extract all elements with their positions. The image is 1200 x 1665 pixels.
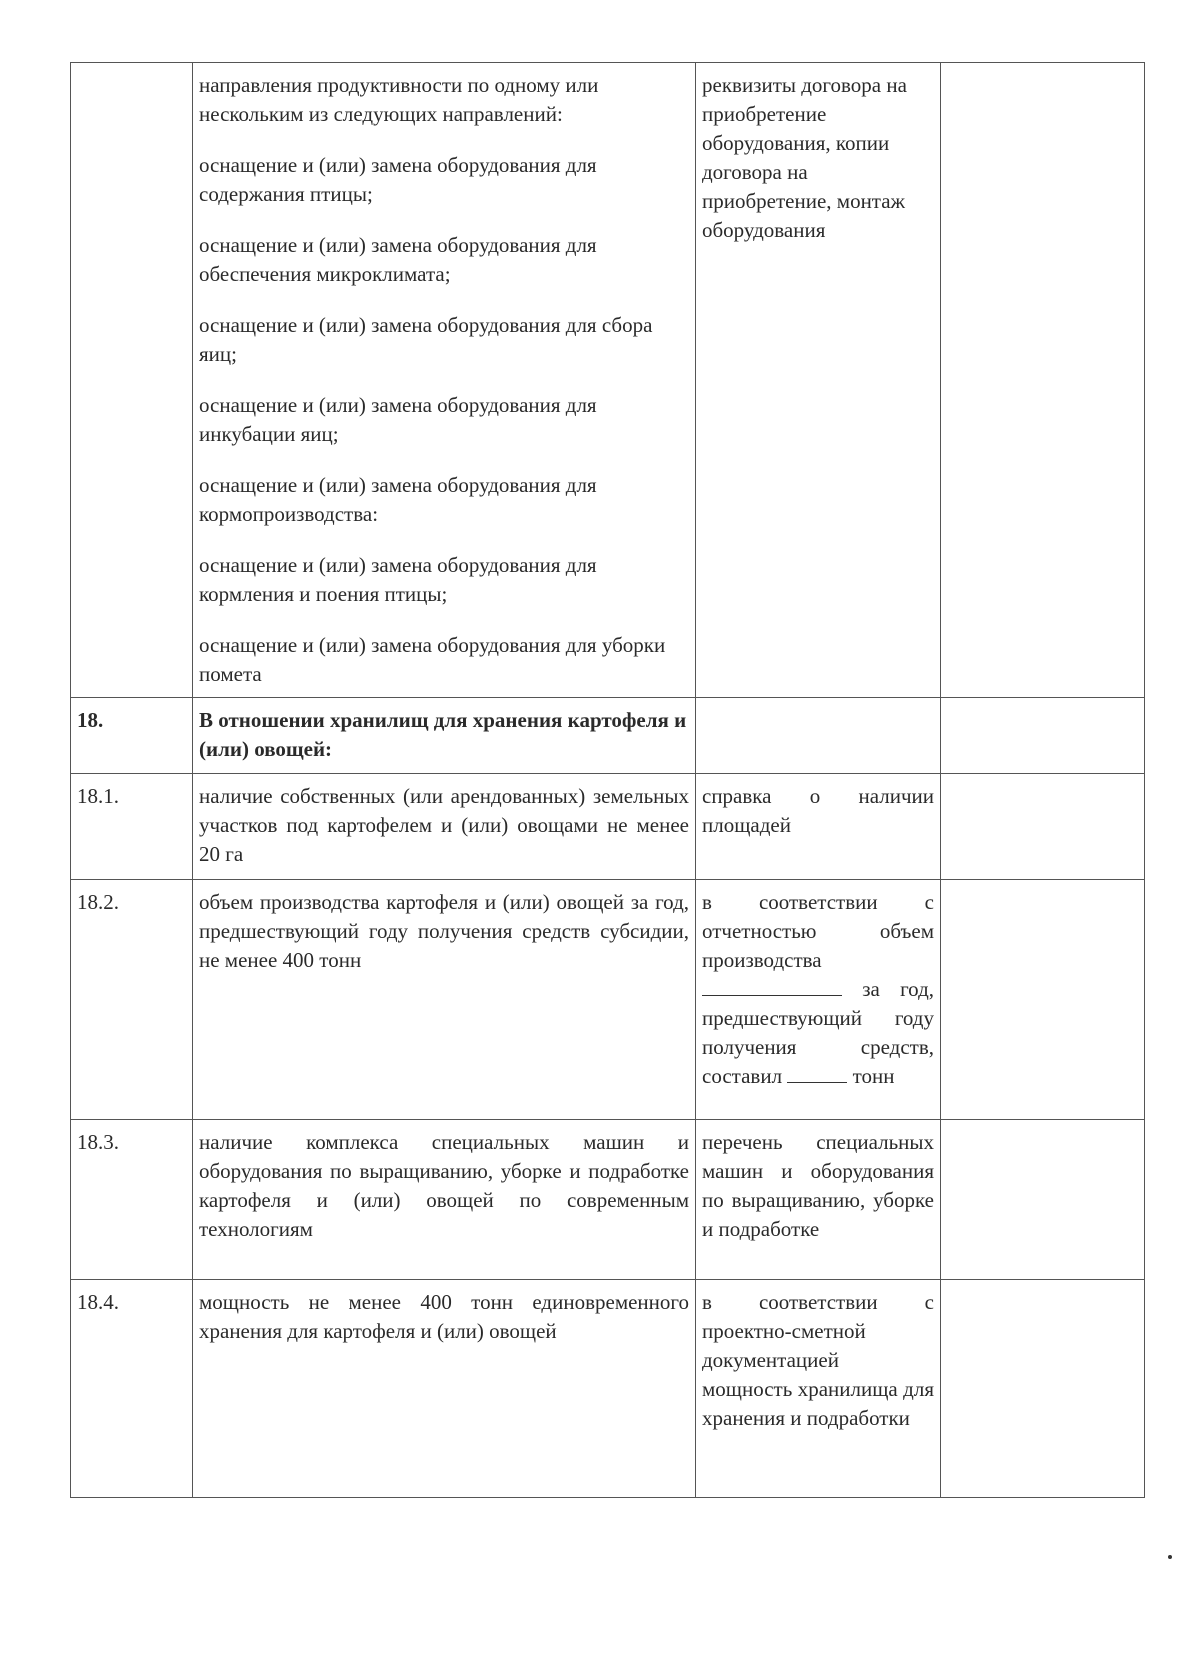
section-number: 18. bbox=[71, 698, 193, 774]
empty-cell bbox=[941, 698, 1145, 774]
table-row-section-18 bbox=[71, 698, 1145, 774]
section-title: В отношении хранилищ для хранения картофеля и (или) овощей: bbox=[193, 698, 696, 774]
doc-text: тонн bbox=[852, 1064, 895, 1088]
requirement-cell: наличие комплекса специальных машин и оборудования по выращиванию, уборке и подработке картофеля и (или) овощей по современным технологиям bbox=[193, 1120, 696, 1280]
requirement-cell bbox=[193, 63, 696, 698]
empty-cell bbox=[941, 63, 1145, 698]
list-item: оснащение и (или) замена оборудования для инкубации яиц; bbox=[199, 393, 597, 446]
row-number-cell: 18.2. bbox=[71, 880, 193, 1120]
empty-cell bbox=[696, 698, 941, 774]
requirements-table bbox=[70, 62, 1145, 1498]
row-number-cell: 18.4. bbox=[71, 1280, 193, 1498]
list-item: оснащение и (или) замена оборудования для содержания птицы; bbox=[199, 153, 597, 206]
empty-cell bbox=[941, 880, 1145, 1120]
document-cell: перечень специальных машин и оборудования по выращиванию, уборке и подработке bbox=[696, 1120, 941, 1280]
blank-field bbox=[787, 1062, 847, 1083]
document-cell bbox=[696, 880, 941, 1120]
table-row-18-3 bbox=[71, 1120, 1145, 1280]
list-item: оснащение и (или) замена оборудования для сбора яиц; bbox=[199, 313, 653, 366]
table-row-18-4 bbox=[71, 1280, 1145, 1498]
document-cell: справка о наличии площадей bbox=[696, 774, 941, 880]
row-number-cell bbox=[71, 63, 193, 698]
blank-field bbox=[702, 975, 842, 996]
requirement-cell: объем производства картофеля и (или) овощей за год, предшествующий году получения средств субсидии, не менее 400 тонн bbox=[193, 880, 696, 1120]
table-row-18-2 bbox=[71, 880, 1145, 1120]
document-cell: в соответствии с проектно-сметной документацией мощность хранилища для хранения и подработки bbox=[696, 1280, 941, 1498]
list-item: оснащение и (или) замена оборудования для кормопроизводства: bbox=[199, 473, 597, 526]
requirement-cell: наличие собственных (или арендованных) земельных участков под картофелем и (или) овощами не менее 20 га bbox=[193, 774, 696, 880]
requirement-cell: мощность не менее 400 тонн единовременного хранения для картофеля и (или) овощей bbox=[193, 1280, 696, 1498]
doc-text: за год, предшествующий году получения средств, составил bbox=[702, 977, 934, 1088]
list-item: оснащение и (или) замена оборудования для уборки помета bbox=[199, 633, 666, 686]
document-cell: реквизиты договора на приобретение оборудования, копии договора на приобретение, монтаж оборудования bbox=[696, 63, 941, 698]
doc-text: в соответствии с отчетностью объем производства bbox=[702, 890, 934, 972]
list-item: направления продуктивности по одному или нескольким из следующих направлений: bbox=[199, 73, 599, 126]
empty-cell bbox=[941, 1280, 1145, 1498]
empty-cell bbox=[941, 774, 1145, 880]
empty-cell bbox=[941, 1120, 1145, 1280]
table-row-18-1 bbox=[71, 774, 1145, 880]
scan-speck bbox=[1168, 1555, 1172, 1559]
list-item: оснащение и (или) замена оборудования для кормления и поения птицы; bbox=[199, 553, 597, 606]
list-item: оснащение и (или) замена оборудования для обеспечения микроклимата; bbox=[199, 233, 597, 286]
row-number-cell: 18.3. bbox=[71, 1120, 193, 1280]
row-number-cell: 18.1. bbox=[71, 774, 193, 880]
table-row-continuation bbox=[71, 63, 1145, 698]
